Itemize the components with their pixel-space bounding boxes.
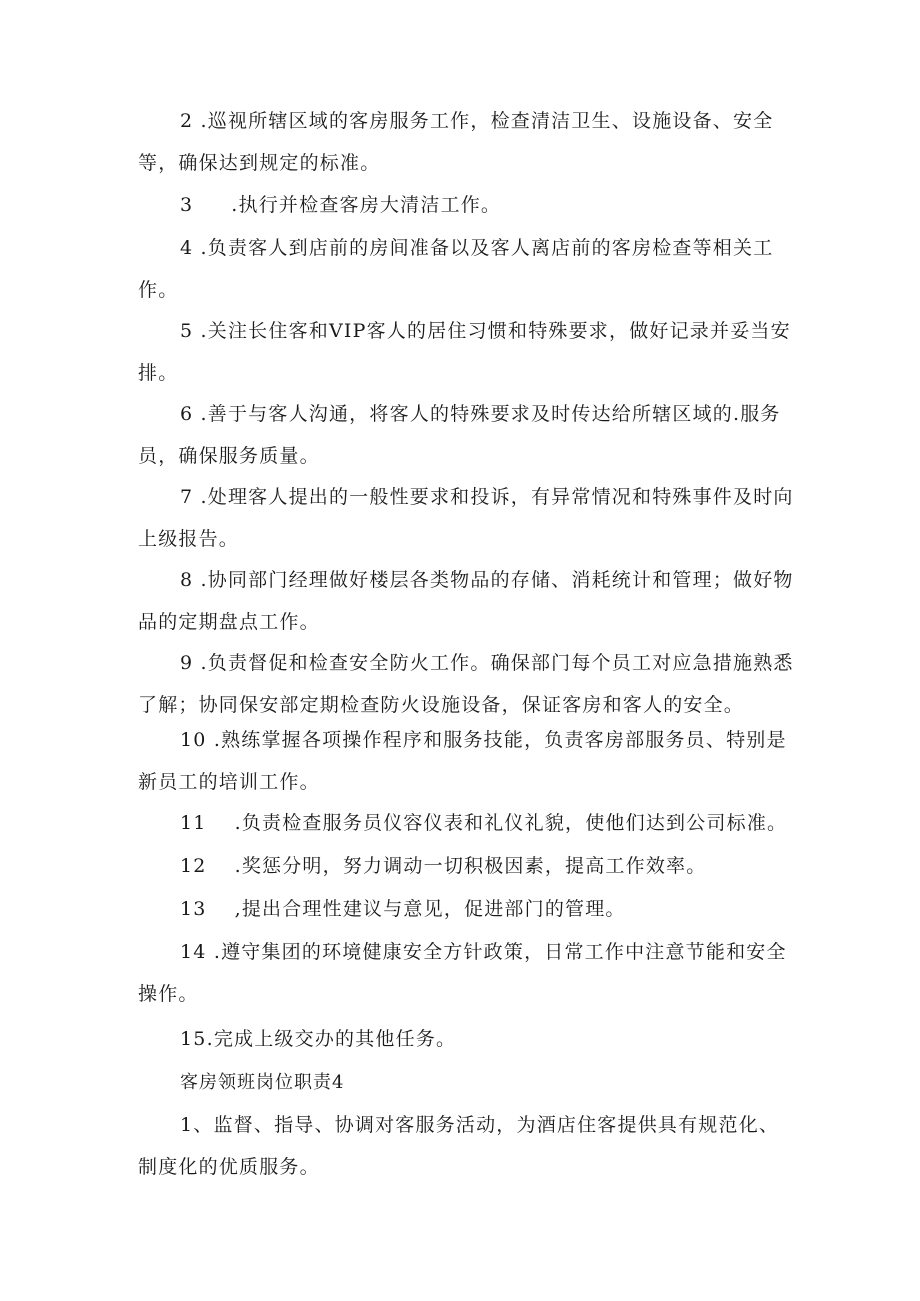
- item-text: 完成上级交办的其他任务。: [213, 1028, 457, 1050]
- item-number: 14: [180, 941, 207, 963]
- duty-item-14: [138, 931, 798, 1015]
- duty-item-3: [138, 184, 798, 226]
- item-text: .奖惩分明，努力调动一切积极因素，提高工作效率。: [234, 855, 707, 877]
- item-number: 5: [180, 320, 194, 342]
- section-item-1: [138, 1104, 798, 1188]
- item-text: .负责客人到店前的房间准备以及客人离店前的客房检查等相关工作。: [138, 237, 774, 301]
- item-text: .善于与客人沟通，将客人的特殊要求及时传达给所辖区域的.服务员，确保服务质量。: [138, 403, 781, 467]
- item-number: 4: [180, 237, 194, 259]
- item-text: .处理客人提出的一般性要求和投诉，有异常情况和特殊事件及时向上级报告。: [138, 486, 794, 550]
- item-text: 监督、指导、协调对客服务活动，为酒店住客提供具有规范化、制度化的优质服务。: [138, 1114, 780, 1178]
- item-number: 1、: [180, 1114, 214, 1136]
- duty-item-12: [138, 845, 798, 887]
- item-number: 11: [180, 812, 207, 834]
- item-number: 2: [180, 110, 194, 132]
- item-number: 15.: [180, 1028, 214, 1050]
- duty-item-9: [138, 642, 798, 726]
- duty-item-10: [138, 719, 798, 803]
- item-number: 3: [180, 194, 194, 216]
- section-heading: 客房领班岗位职责4: [180, 1072, 345, 1093]
- item-text: .巡视所辖区域的客房服务工作，检查清洁卫生、设施设备、安全等，确保达到规定的标准。: [138, 110, 774, 174]
- duty-item-15: [138, 1018, 798, 1060]
- duty-item-13: [138, 888, 798, 930]
- item-text: .熟练掌握各项操作程序和服务技能，负责客房部服务员、特别是新员工的培训工作。: [138, 729, 787, 793]
- item-text: .遵守集团的环境健康安全方针政策，日常工作中注意节能和安全操作。: [138, 941, 787, 1005]
- duty-item-6: [138, 393, 798, 477]
- duty-item-8: [138, 559, 798, 643]
- item-number: 10: [180, 729, 207, 751]
- item-number: 7: [180, 486, 194, 508]
- item-number: 9: [180, 652, 194, 674]
- item-number: 13: [180, 898, 207, 920]
- duty-item-7: [138, 476, 798, 560]
- item-text: .关注长住客和VIP客人的居住习惯和特殊要求，做好记录并妥当安排。: [138, 320, 791, 384]
- duty-item-11: [138, 802, 798, 844]
- item-number: 8: [180, 569, 194, 591]
- item-text: .负责检查服务员仪容仪表和礼仪礼貌，使他们达到公司标准。: [234, 812, 788, 834]
- item-number: 12: [180, 855, 207, 877]
- duty-item-4: [138, 227, 798, 311]
- duty-item-2: [138, 100, 798, 184]
- item-text: .协同部门经理做好楼层各类物品的存储、消耗统计和管理；做好物品的定期盘点工作。: [138, 569, 794, 633]
- item-number: 6: [180, 403, 194, 425]
- item-text: .执行并检查客房大清洁工作。: [231, 194, 502, 216]
- duty-item-5: [138, 310, 798, 394]
- item-text: ,提出合理性建议与意见，促进部门的管理。: [234, 898, 626, 920]
- item-text: .负责督促和检查安全防火工作。确保部门每个员工对应急措施熟悉了解；协同保安部定期检查防火设施设备，保证客房和客人的安全。: [138, 652, 794, 716]
